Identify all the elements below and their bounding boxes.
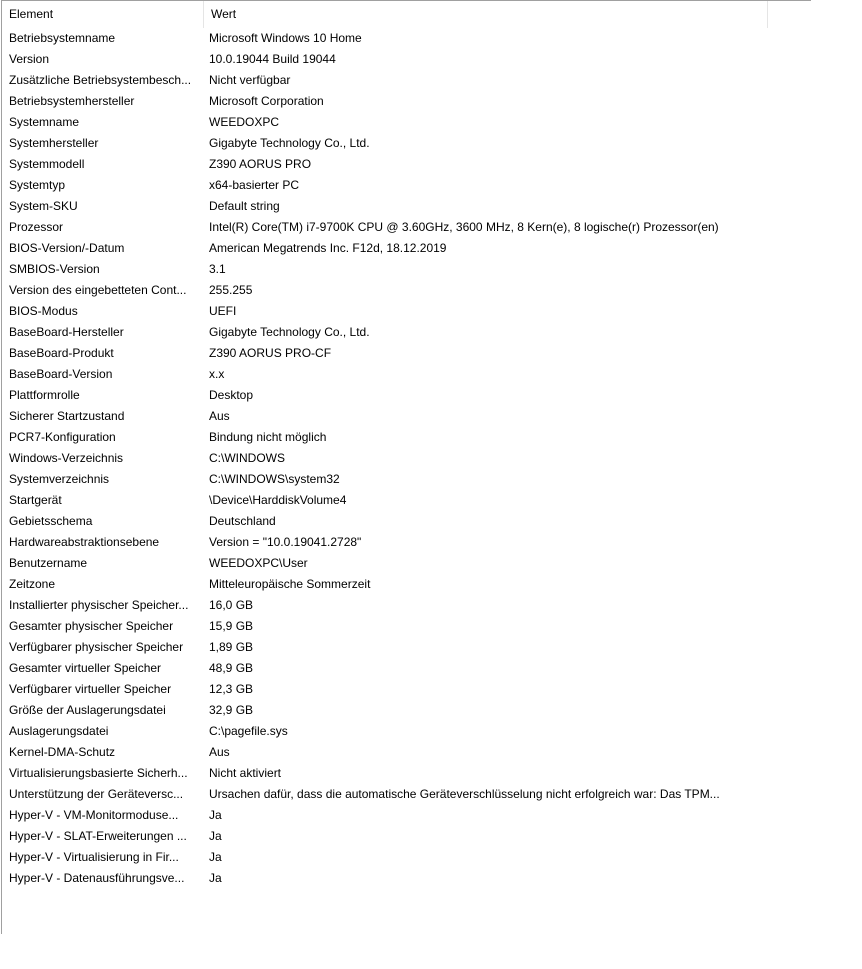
row-element: Zusätzliche Betriebsystembesch... bbox=[9, 73, 192, 87]
table-row[interactable] bbox=[2, 868, 811, 889]
row-value: Nicht aktiviert bbox=[209, 766, 282, 780]
table-row[interactable] bbox=[2, 301, 811, 322]
row-element: Systemverzeichnis bbox=[9, 472, 110, 486]
row-value: C:\WINDOWS bbox=[209, 451, 285, 465]
table-row[interactable] bbox=[2, 196, 811, 217]
table-row[interactable] bbox=[2, 91, 811, 112]
table-row[interactable] bbox=[2, 574, 811, 595]
table-row[interactable] bbox=[2, 721, 811, 742]
table-row[interactable] bbox=[2, 280, 811, 301]
row-value: \Device\HarddiskVolume4 bbox=[209, 493, 347, 507]
row-element: Hardwareabstraktionsebene bbox=[9, 535, 160, 549]
row-value: 48,9 GB bbox=[209, 661, 254, 675]
row-element: Plattformrolle bbox=[9, 388, 80, 402]
row-value: WEEDOXPC bbox=[209, 115, 280, 129]
row-element: BaseBoard-Version bbox=[9, 367, 113, 381]
row-value: 255.255 bbox=[209, 283, 253, 297]
row-element: Systemname bbox=[9, 115, 80, 129]
row-element: Hyper-V - Virtualisierung in Fir... bbox=[9, 850, 179, 864]
row-value: Default string bbox=[209, 199, 280, 213]
row-element: Größe der Auslagerungsdatei bbox=[9, 703, 166, 717]
row-element: SMBIOS-Version bbox=[9, 262, 100, 276]
row-element: Gesamter virtueller Speicher bbox=[9, 661, 162, 675]
table-row[interactable] bbox=[2, 679, 811, 700]
row-value: Version = "10.0.19041.2728" bbox=[209, 535, 362, 549]
row-element: Verfügbarer physischer Speicher bbox=[9, 640, 184, 654]
table-row[interactable] bbox=[2, 343, 811, 364]
row-element: System-SKU bbox=[9, 199, 78, 213]
row-value: 1,89 GB bbox=[209, 640, 254, 654]
row-value: Microsoft Corporation bbox=[209, 94, 324, 108]
row-value: Ja bbox=[209, 850, 222, 864]
table-row[interactable] bbox=[2, 658, 811, 679]
table-row[interactable] bbox=[2, 154, 811, 175]
row-value: 15,9 GB bbox=[209, 619, 254, 633]
table-row[interactable] bbox=[2, 469, 811, 490]
row-element: Systemhersteller bbox=[9, 136, 99, 150]
table-row[interactable] bbox=[2, 406, 811, 427]
row-value: 3.1 bbox=[209, 262, 226, 276]
table-row[interactable] bbox=[2, 427, 811, 448]
row-value: Ja bbox=[209, 829, 222, 843]
row-element: Version bbox=[9, 52, 50, 66]
row-element: Zeitzone bbox=[9, 577, 56, 591]
row-value: Gigabyte Technology Co., Ltd. bbox=[209, 325, 370, 339]
row-element: BaseBoard-Hersteller bbox=[9, 325, 124, 339]
row-value: UEFI bbox=[209, 304, 237, 318]
row-element: Virtualisierungsbasierte Sicherh... bbox=[9, 766, 188, 780]
row-value: 10.0.19044 Build 19044 bbox=[209, 52, 336, 66]
table-row[interactable] bbox=[2, 364, 811, 385]
row-value: Z390 AORUS PRO-CF bbox=[209, 346, 332, 360]
table-row[interactable] bbox=[2, 511, 811, 532]
table-row[interactable] bbox=[2, 805, 811, 826]
row-element: Installierter physischer Speicher... bbox=[9, 598, 189, 612]
list-rows bbox=[2, 28, 811, 889]
row-value: 12,3 GB bbox=[209, 682, 254, 696]
table-row[interactable] bbox=[2, 133, 811, 154]
table-row[interactable] bbox=[2, 175, 811, 196]
row-element: Unterstützung der Geräteversc... bbox=[9, 787, 184, 801]
row-element: Betriebsystemhersteller bbox=[9, 94, 135, 108]
row-element: Systemtyp bbox=[9, 178, 66, 192]
row-value: Ja bbox=[209, 871, 222, 885]
row-element: Hyper-V - SLAT-Erweiterungen ... bbox=[9, 829, 187, 843]
row-value: 32,9 GB bbox=[209, 703, 254, 717]
row-element: Betriebsystemname bbox=[9, 31, 116, 45]
row-element: Gebietsschema bbox=[9, 514, 93, 528]
row-element: Version des eingebetteten Cont... bbox=[9, 283, 187, 297]
system-info-list bbox=[1, 0, 811, 934]
table-row[interactable] bbox=[2, 70, 811, 91]
row-value: Nicht verfügbar bbox=[209, 73, 291, 87]
row-element: Kernel-DMA-Schutz bbox=[9, 745, 116, 759]
row-element: BIOS-Modus bbox=[9, 304, 78, 318]
table-row[interactable] bbox=[2, 763, 811, 784]
row-element: Startgerät bbox=[9, 493, 62, 507]
table-row[interactable] bbox=[2, 616, 811, 637]
row-value: Desktop bbox=[209, 388, 254, 402]
table-row[interactable] bbox=[2, 826, 811, 847]
table-row[interactable] bbox=[2, 322, 811, 343]
table-row[interactable] bbox=[2, 553, 811, 574]
row-value: American Megatrends Inc. F12d, 18.12.2019 bbox=[209, 241, 447, 255]
table-row[interactable] bbox=[2, 238, 811, 259]
table-row[interactable] bbox=[2, 112, 811, 133]
table-row[interactable] bbox=[2, 49, 811, 70]
row-element: PCR7-Konfiguration bbox=[9, 430, 116, 444]
table-row[interactable] bbox=[2, 637, 811, 658]
row-value: Deutschland bbox=[209, 514, 276, 528]
table-row[interactable] bbox=[2, 742, 811, 763]
row-value: Ursachen dafür, dass die automatische Geräteverschlüsselung nicht erfolgreich war: Das TPM... bbox=[209, 787, 720, 801]
row-element: BIOS-Version/-Datum bbox=[9, 241, 125, 255]
table-row[interactable] bbox=[2, 385, 811, 406]
row-element: Sicherer Startzustand bbox=[9, 409, 125, 423]
table-row[interactable] bbox=[2, 532, 811, 553]
row-value: Intel(R) Core(TM) i7-9700K CPU @ 3.60GHz, 3600 MHz, 8 Kern(e), 8 logische(r) Prozessor(en) bbox=[209, 220, 719, 234]
row-value: x.x bbox=[209, 367, 225, 381]
row-value: C:\pagefile.sys bbox=[209, 724, 288, 738]
row-value: Mitteleuropäische Sommerzeit bbox=[209, 577, 371, 591]
table-row[interactable] bbox=[2, 217, 811, 238]
row-value: Microsoft Windows 10 Home bbox=[209, 31, 362, 45]
row-element: Hyper-V - Datenausführungsve... bbox=[9, 871, 185, 885]
row-value: Ja bbox=[209, 808, 222, 822]
row-element: Systemmodell bbox=[9, 157, 85, 171]
row-element: Windows-Verzeichnis bbox=[9, 451, 124, 465]
row-value: Gigabyte Technology Co., Ltd. bbox=[209, 136, 370, 150]
table-row[interactable] bbox=[2, 28, 811, 49]
row-value: WEEDOXPC\User bbox=[209, 556, 308, 570]
table-row[interactable] bbox=[2, 595, 811, 616]
row-element: BaseBoard-Produkt bbox=[9, 346, 114, 360]
table-row[interactable] bbox=[2, 448, 811, 469]
row-element: Gesamter physischer Speicher bbox=[9, 619, 174, 633]
row-element: Hyper-V - VM-Monitormoduse... bbox=[9, 808, 179, 822]
row-value: Aus bbox=[209, 409, 230, 423]
table-row[interactable] bbox=[2, 784, 811, 805]
table-row[interactable] bbox=[2, 700, 811, 721]
table-row[interactable] bbox=[2, 490, 811, 511]
row-element: Benutzername bbox=[9, 556, 88, 570]
column-header-element[interactable]: Element bbox=[2, 1, 204, 28]
row-element: Prozessor bbox=[9, 220, 64, 234]
column-header-value[interactable]: Wert bbox=[204, 1, 768, 28]
row-value: C:\WINDOWS\system32 bbox=[209, 472, 340, 486]
row-value: Z390 AORUS PRO bbox=[209, 157, 312, 171]
row-value: 16,0 GB bbox=[209, 598, 254, 612]
row-element: Verfügbarer virtueller Speicher bbox=[9, 682, 172, 696]
row-value: Aus bbox=[209, 745, 230, 759]
row-value: x64-basierter PC bbox=[209, 178, 300, 192]
row-element: Auslagerungsdatei bbox=[9, 724, 109, 738]
list-header bbox=[2, 1, 811, 28]
table-row[interactable] bbox=[2, 847, 811, 868]
table-row[interactable] bbox=[2, 259, 811, 280]
row-value: Bindung nicht möglich bbox=[209, 430, 327, 444]
